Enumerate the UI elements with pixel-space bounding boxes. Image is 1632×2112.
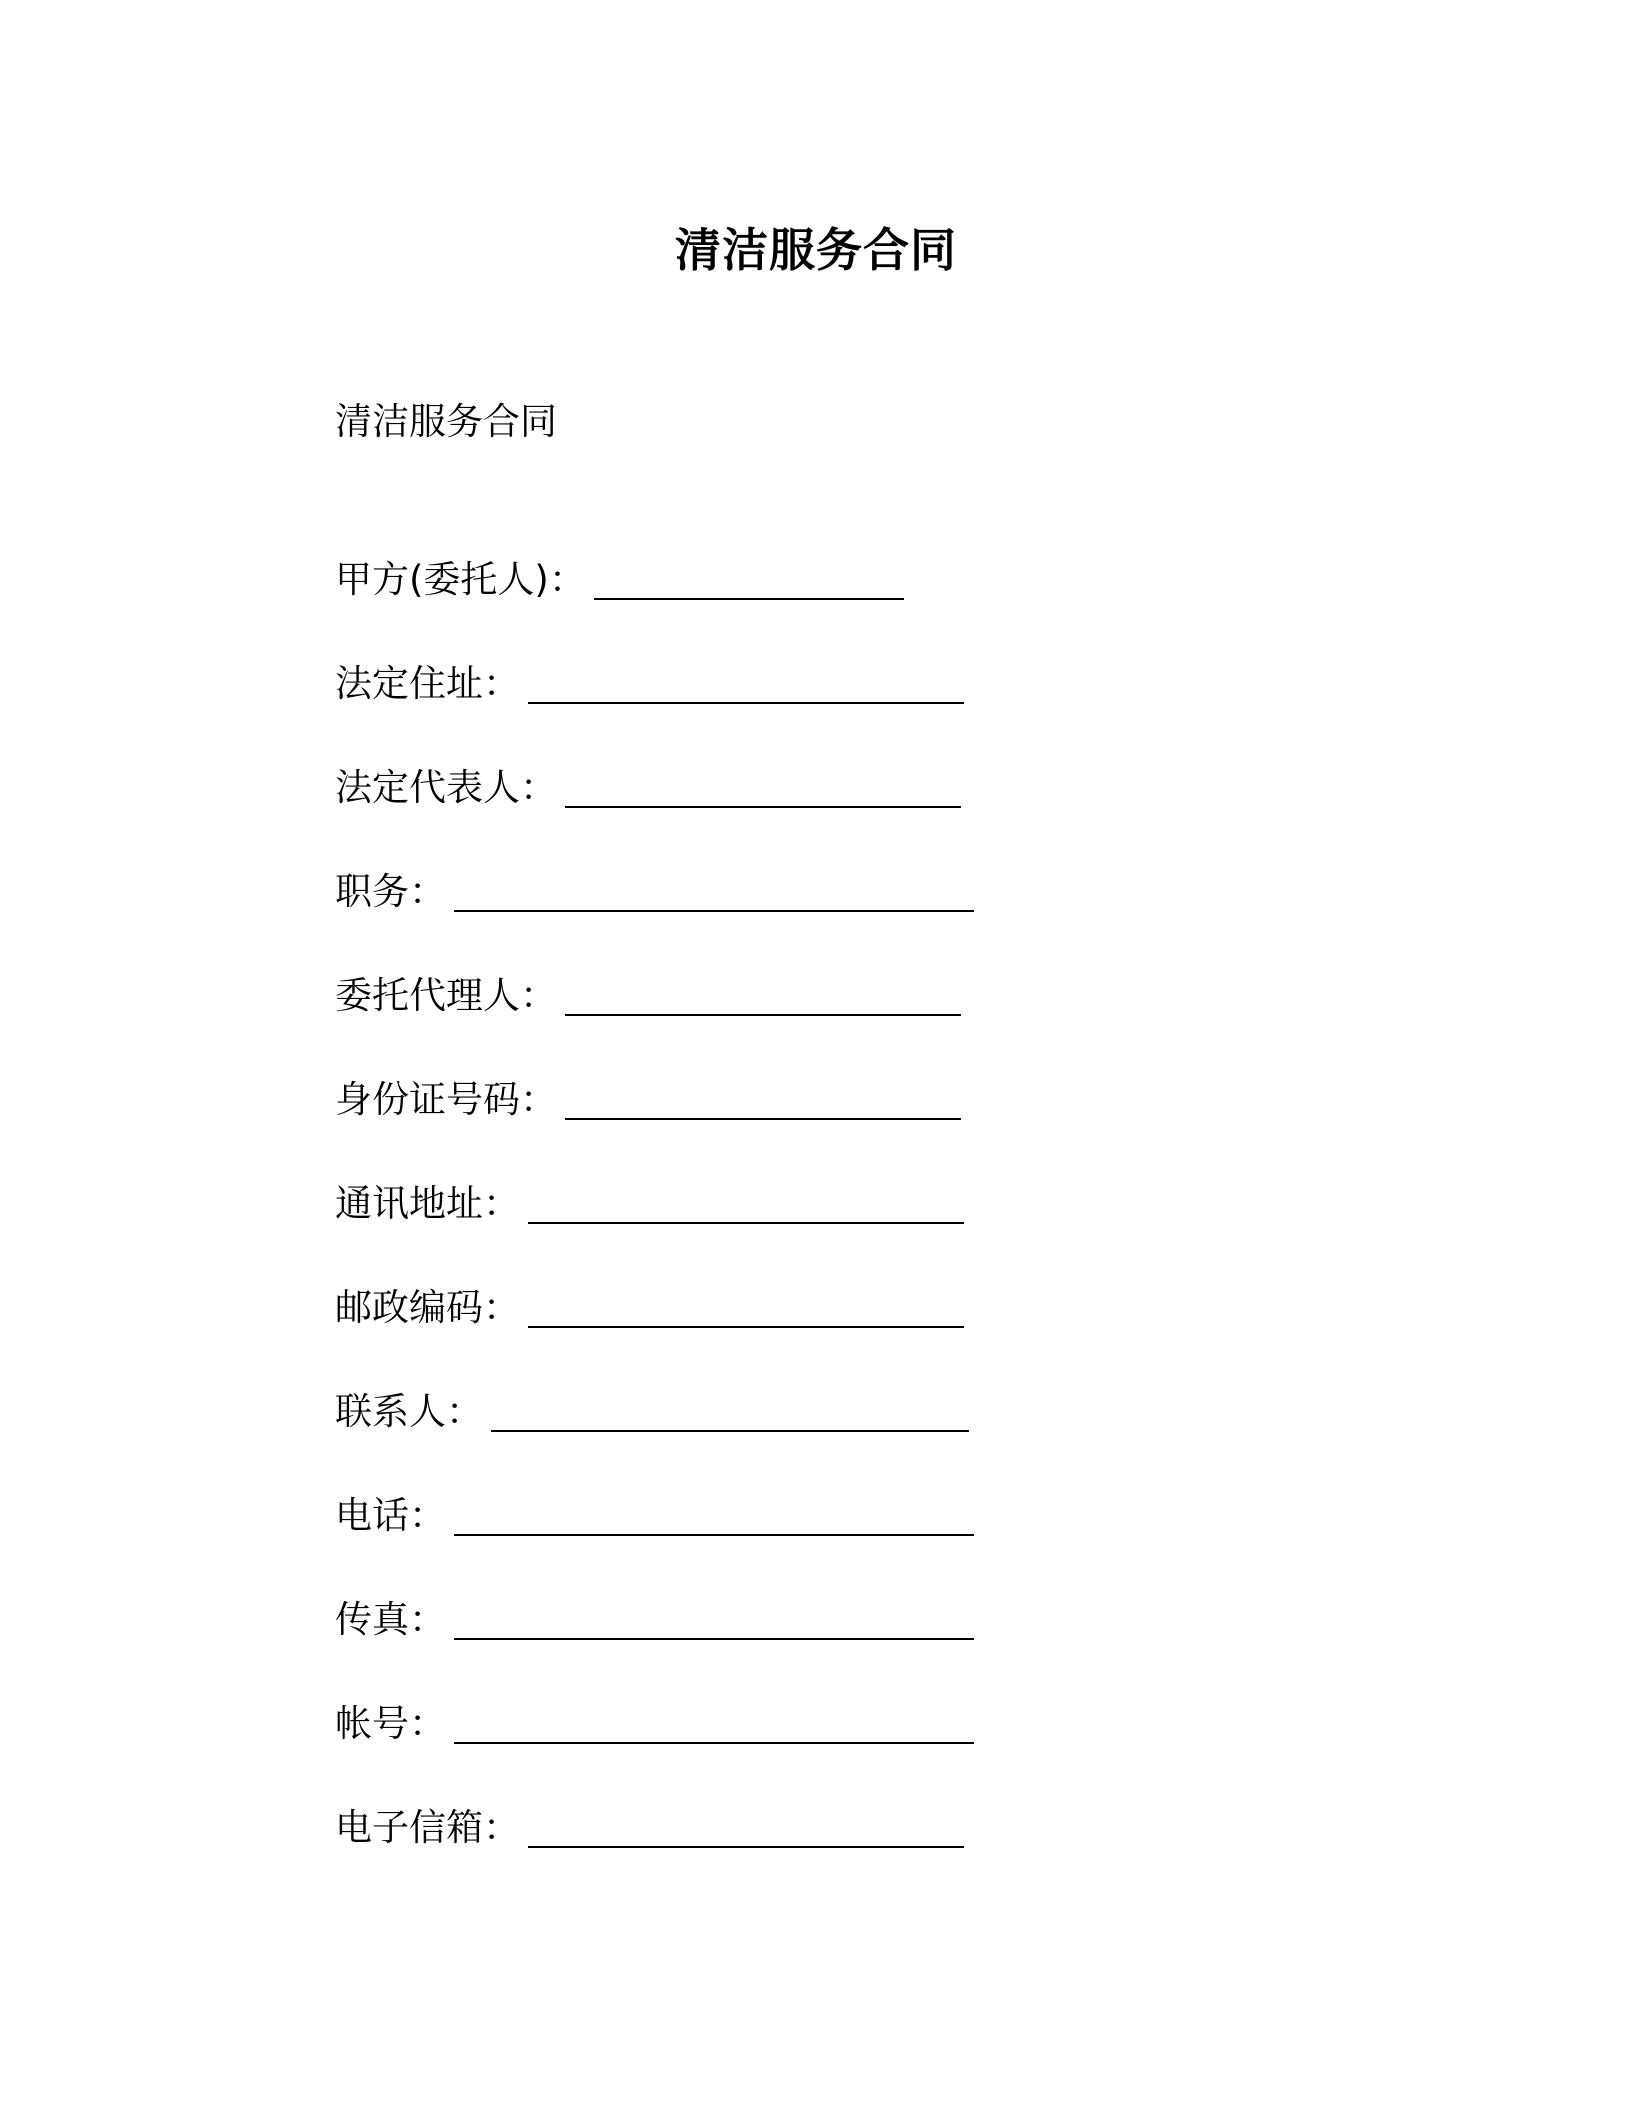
blank-line: [528, 672, 964, 704]
document-title: 清洁服务合同: [675, 223, 957, 277]
field-position: [335, 812, 1055, 916]
field-label: 委托代理人：: [335, 974, 557, 1017]
field-label: 联系人：: [335, 1390, 483, 1433]
field-authorized-agent: [335, 916, 1055, 1020]
blank-line: [565, 776, 961, 808]
field-legal-address: [335, 604, 1055, 708]
blank-line: [454, 1504, 974, 1536]
field-label: 职务：: [335, 870, 446, 913]
field-telephone: [335, 1436, 1055, 1540]
field-label: 电子信箱：: [335, 1806, 520, 1849]
document-subtitle: 清洁服务合同: [335, 400, 557, 443]
field-account-number: [335, 1644, 1055, 1748]
blank-line: [565, 1088, 961, 1120]
field-label: 电话：: [335, 1494, 446, 1537]
blank-line: [528, 1816, 964, 1848]
field-label: 法定代表人：: [335, 766, 557, 809]
field-contact-person: [335, 1332, 1055, 1436]
field-label: 传真：: [335, 1598, 446, 1641]
field-mailing-address: [335, 1124, 1055, 1228]
blank-line: [528, 1192, 964, 1224]
blank-line: [565, 984, 961, 1016]
field-label: 帐号：: [335, 1702, 446, 1745]
party-a-fields: [335, 500, 1055, 1852]
field-entrusting-party: [335, 500, 1055, 604]
field-label: 甲方(委托人)：: [335, 558, 586, 601]
blank-line: [594, 568, 904, 600]
blank-line: [454, 880, 974, 912]
field-label: 法定住址：: [335, 662, 520, 705]
field-fax: [335, 1540, 1055, 1644]
field-postal-code: [335, 1228, 1055, 1332]
field-legal-representative: [335, 708, 1055, 812]
field-id-number: [335, 1020, 1055, 1124]
blank-line: [528, 1296, 964, 1328]
field-label: 通讯地址：: [335, 1182, 520, 1225]
field-label: 邮政编码：: [335, 1286, 520, 1329]
field-email: [335, 1748, 1055, 1852]
blank-line: [491, 1400, 969, 1432]
blank-line: [454, 1712, 974, 1744]
blank-line: [454, 1608, 974, 1640]
field-label: 身份证号码：: [335, 1078, 557, 1121]
